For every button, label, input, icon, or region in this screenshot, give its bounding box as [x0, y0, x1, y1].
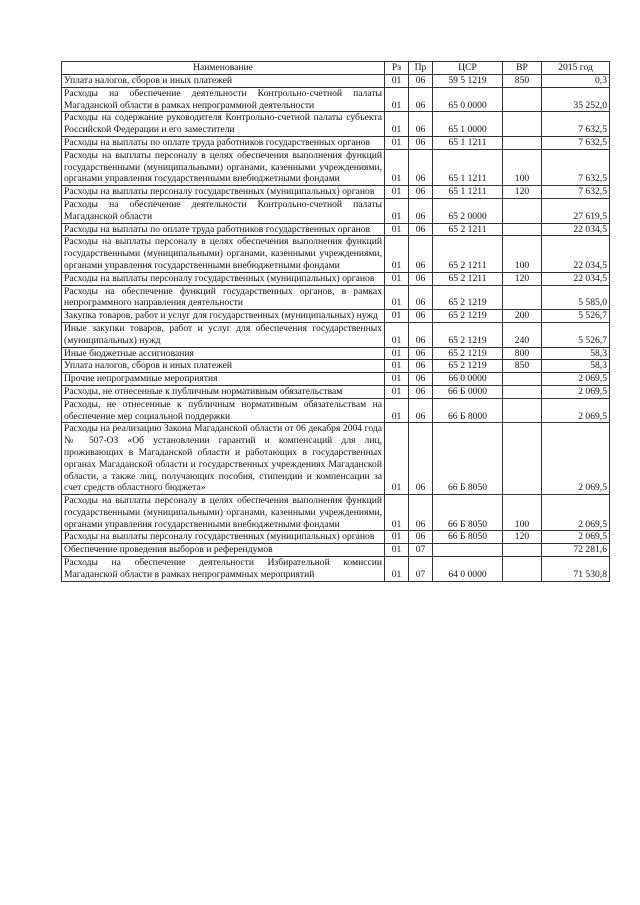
cell-sum: 2 069,5 — [542, 398, 610, 423]
cell-pr: 06 — [409, 87, 433, 112]
table-row — [62, 236, 610, 272]
cell-name: Расходы на выплаты персоналу в целях обеспечения выполнения функций государственными (муниципальными) органами, казенными учреждениями, органами управления государственными внебюджетными фондами — [62, 149, 385, 185]
cell-pr: 06 — [409, 272, 433, 285]
table-row — [62, 272, 610, 285]
cell-csr: 66 Б 8050 — [433, 495, 503, 531]
cell-sum: 2 069,5 — [542, 423, 610, 495]
cell-csr: 65 2 1219 — [433, 310, 503, 323]
cell-pr: 06 — [409, 423, 433, 495]
cell-vr: 120 — [503, 186, 542, 199]
table-row — [62, 373, 610, 386]
cell-rz: 01 — [385, 360, 409, 373]
cell-rz: 01 — [385, 495, 409, 531]
cell-vr — [503, 112, 542, 137]
col-header-name: Наименование — [62, 62, 385, 75]
cell-pr: 06 — [409, 398, 433, 423]
cell-vr: 120 — [503, 531, 542, 544]
cell-sum: 2 069,5 — [542, 373, 610, 386]
table-row — [62, 423, 610, 495]
cell-name: Расходы, не отнесенные к публичным нормативным обязательствам на обеспечение мер социальной поддержки — [62, 398, 385, 423]
col-header-rz: Рз — [385, 62, 409, 75]
cell-vr — [503, 544, 542, 557]
cell-rz: 01 — [385, 285, 409, 310]
cell-sum: 22 034,5 — [542, 272, 610, 285]
table-row — [62, 136, 610, 149]
cell-pr: 06 — [409, 186, 433, 199]
cell-pr: 06 — [409, 149, 433, 185]
cell-rz: 01 — [385, 544, 409, 557]
cell-name: Уплата налогов, сборов и иных платежей — [62, 360, 385, 373]
cell-vr: 800 — [503, 347, 542, 360]
cell-csr: 66 Б 0000 — [433, 385, 503, 398]
cell-sum: 72 281,6 — [542, 544, 610, 557]
cell-csr: 66 Б 8050 — [433, 531, 503, 544]
cell-vr — [503, 136, 542, 149]
cell-csr: 65 2 1211 — [433, 223, 503, 236]
cell-pr: 06 — [409, 223, 433, 236]
cell-rz: 01 — [385, 322, 409, 347]
cell-rz: 01 — [385, 236, 409, 272]
cell-sum: 0,3 — [542, 75, 610, 88]
cell-vr — [503, 198, 542, 223]
cell-name: Расходы на обеспечение деятельности Контрольно-счетной палаты Магаданской области — [62, 198, 385, 223]
cell-rz: 01 — [385, 347, 409, 360]
cell-name: Уплата налогов, сборов и иных платежей — [62, 75, 385, 88]
cell-rz: 01 — [385, 557, 409, 582]
cell-pr: 06 — [409, 373, 433, 386]
cell-csr: 65 2 1211 — [433, 236, 503, 272]
cell-name: Прочие непрограммные мероприятия — [62, 373, 385, 386]
cell-vr: 100 — [503, 236, 542, 272]
cell-name: Расходы на выплаты персоналу государственных (муниципальных) органов — [62, 186, 385, 199]
cell-name: Расходы на содержание руководителя Контрольно-счетной палаты субъекта Российской Федерации и его заместители — [62, 112, 385, 137]
cell-rz: 01 — [385, 385, 409, 398]
cell-name: Расходы на обеспечение деятельности Избирательной комиссии Магаданской области в рамках непрограммных мероприятий — [62, 557, 385, 582]
cell-name: Закупка товаров, работ и услуг для государственных (муниципальных) нужд — [62, 310, 385, 323]
cell-rz: 01 — [385, 373, 409, 386]
cell-name: Расходы на выплаты персоналу государственных (муниципальных) органов — [62, 531, 385, 544]
cell-csr: 66 Б 8050 — [433, 423, 503, 495]
cell-sum: 7 632,5 — [542, 149, 610, 185]
cell-rz: 01 — [385, 531, 409, 544]
cell-rz: 01 — [385, 75, 409, 88]
cell-pr: 07 — [409, 544, 433, 557]
cell-pr: 06 — [409, 75, 433, 88]
cell-sum: 5 585,0 — [542, 285, 610, 310]
cell-vr: 120 — [503, 272, 542, 285]
cell-csr: 59 5 1219 — [433, 75, 503, 88]
table-row — [62, 544, 610, 557]
cell-vr: 850 — [503, 360, 542, 373]
cell-csr — [433, 544, 503, 557]
cell-sum: 7 632,5 — [542, 112, 610, 137]
cell-vr — [503, 385, 542, 398]
cell-pr: 06 — [409, 136, 433, 149]
cell-name: Расходы на выплаты персоналу в целях обеспечения выполнения функций государственными (муниципальными) органами, казенными учреждениями, органами управления государственными внебюджетными фондами — [62, 236, 385, 272]
table-row — [62, 112, 610, 137]
cell-vr: 100 — [503, 495, 542, 531]
table-row — [62, 322, 610, 347]
table-row — [62, 557, 610, 582]
cell-sum: 27 619,5 — [542, 198, 610, 223]
table-row — [62, 285, 610, 310]
cell-name: Иные закупки товаров, работ и услуг для обеспечения государственных (муниципальных) нужд — [62, 322, 385, 347]
cell-pr: 06 — [409, 112, 433, 137]
cell-sum: 7 632,5 — [542, 136, 610, 149]
cell-sum: 22 034,5 — [542, 236, 610, 272]
cell-rz: 01 — [385, 310, 409, 323]
cell-name: Расходы на обеспечение функций государственных органов, в рамках непрограммного направления деятельности — [62, 285, 385, 310]
cell-vr — [503, 223, 542, 236]
cell-vr: 100 — [503, 149, 542, 185]
col-header-year: 2015 год — [542, 62, 610, 75]
cell-vr — [503, 87, 542, 112]
cell-vr: 200 — [503, 310, 542, 323]
cell-vr: 240 — [503, 322, 542, 347]
cell-csr: 65 2 0000 — [433, 198, 503, 223]
cell-rz: 01 — [385, 112, 409, 137]
cell-name: Расходы на выплаты персоналу государственных (муниципальных) органов — [62, 272, 385, 285]
cell-pr: 06 — [409, 347, 433, 360]
cell-rz: 01 — [385, 398, 409, 423]
cell-pr: 06 — [409, 531, 433, 544]
cell-sum: 5 526,7 — [542, 322, 610, 347]
table-row — [62, 87, 610, 112]
cell-pr: 06 — [409, 236, 433, 272]
cell-csr: 66 Б 8000 — [433, 398, 503, 423]
cell-sum: 58,3 — [542, 360, 610, 373]
cell-csr: 65 1 0000 — [433, 112, 503, 137]
cell-sum: 35 252,0 — [542, 87, 610, 112]
cell-csr: 65 1 1211 — [433, 149, 503, 185]
col-header-pr: Пр — [409, 62, 433, 75]
cell-csr: 66 0 0000 — [433, 373, 503, 386]
cell-csr: 65 2 1219 — [433, 322, 503, 347]
table-row — [62, 360, 610, 373]
cell-name: Расходы на обеспечение деятельности Контрольно-счетной палаты Магаданской области в рамках непрограммной деятельности — [62, 87, 385, 112]
table-row — [62, 223, 610, 236]
cell-rz: 01 — [385, 272, 409, 285]
cell-rz: 01 — [385, 186, 409, 199]
table-row — [62, 347, 610, 360]
cell-name: Расходы на выплаты по оплате труда работников государственных органов — [62, 136, 385, 149]
cell-name: Расходы на выплаты по оплате труда работников государственных органов — [62, 223, 385, 236]
cell-name: Обеспечение проведения выборов и референдумов — [62, 544, 385, 557]
table-row — [62, 149, 610, 185]
cell-pr: 06 — [409, 385, 433, 398]
cell-sum: 71 530,8 — [542, 557, 610, 582]
cell-name: Расходы, не отнесенные к публичным нормативным обязательствам — [62, 385, 385, 398]
table-row — [62, 495, 610, 531]
cell-pr: 06 — [409, 322, 433, 347]
cell-csr: 65 2 1211 — [433, 272, 503, 285]
cell-vr — [503, 285, 542, 310]
cell-sum: 5 526,7 — [542, 310, 610, 323]
cell-name: Иные бюджетные ассигнования — [62, 347, 385, 360]
cell-sum: 2 069,5 — [542, 385, 610, 398]
cell-pr: 06 — [409, 310, 433, 323]
cell-sum: 22 034,5 — [542, 223, 610, 236]
cell-rz: 01 — [385, 223, 409, 236]
budget-table — [61, 61, 610, 582]
cell-rz: 01 — [385, 198, 409, 223]
cell-sum: 2 069,5 — [542, 495, 610, 531]
cell-sum: 58,3 — [542, 347, 610, 360]
cell-pr: 06 — [409, 495, 433, 531]
cell-sum: 2 069,5 — [542, 531, 610, 544]
table-row — [62, 531, 610, 544]
cell-csr: 65 1 1211 — [433, 186, 503, 199]
cell-name: Расходы на выплаты персоналу в целях обеспечения выполнения функций государственными (муниципальными) органами, казенными учреждениями, органами управления государственными внебюджетными фондами — [62, 495, 385, 531]
cell-rz: 01 — [385, 87, 409, 112]
cell-rz: 01 — [385, 149, 409, 185]
table-row — [62, 398, 610, 423]
col-header-csr: ЦСР — [433, 62, 503, 75]
cell-csr: 65 2 1219 — [433, 285, 503, 310]
cell-vr — [503, 557, 542, 582]
table-header-row — [62, 62, 610, 75]
cell-sum: 7 632,5 — [542, 186, 610, 199]
table-row — [62, 75, 610, 88]
table-row — [62, 198, 610, 223]
cell-vr — [503, 398, 542, 423]
cell-name: Расходы на реализацию Закона Магаданской области от 06 декабря 2004 года № 507-ОЗ «Об установлении гарантий и компенсаций для лиц, проживающих в Магаданской области и работающих в государственных органах Магаданской области и государственных учреждениях Магаданской области, а также лиц, получающих пособия, стипендии и компенсации за счет средств областного бюджета» — [62, 423, 385, 495]
cell-rz: 01 — [385, 136, 409, 149]
cell-rz: 01 — [385, 423, 409, 495]
cell-vr — [503, 423, 542, 495]
cell-vr: 850 — [503, 75, 542, 88]
cell-pr: 06 — [409, 285, 433, 310]
cell-csr: 65 2 1219 — [433, 360, 503, 373]
cell-pr: 06 — [409, 360, 433, 373]
table-row — [62, 385, 610, 398]
cell-csr: 65 0 0000 — [433, 87, 503, 112]
cell-csr: 65 2 1219 — [433, 347, 503, 360]
cell-csr: 64 0 0000 — [433, 557, 503, 582]
col-header-vr: ВР — [503, 62, 542, 75]
cell-vr — [503, 373, 542, 386]
cell-pr: 06 — [409, 198, 433, 223]
table-row — [62, 186, 610, 199]
cell-pr: 07 — [409, 557, 433, 582]
cell-csr: 65 1 1211 — [433, 136, 503, 149]
table-row — [62, 310, 610, 323]
